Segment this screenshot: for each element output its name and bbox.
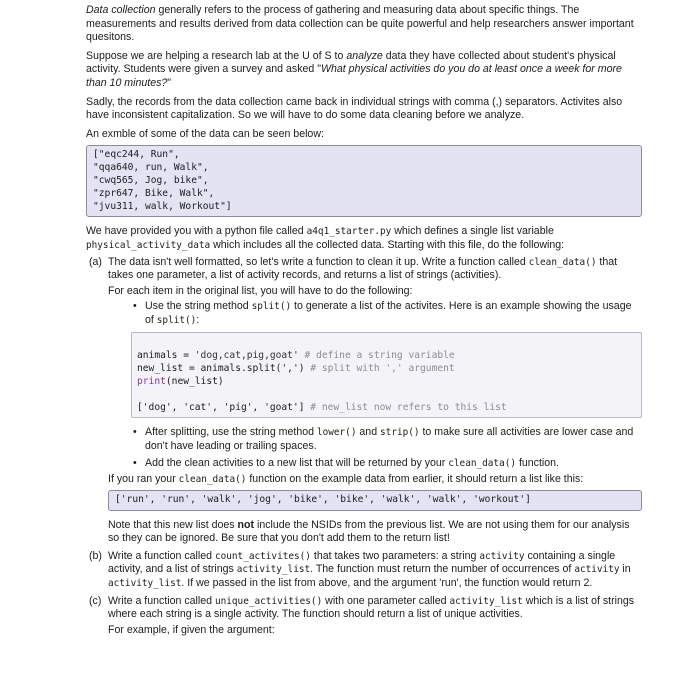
part-c-text-2: with one parameter called [322, 594, 450, 607]
part-c-text-4: For example, if given the argument: [108, 623, 275, 636]
activity-param: activity [479, 550, 525, 562]
survey-question: What physical activities do you do at least once a week for more than 10 minutes? [86, 63, 622, 89]
activity-list-param-2: activity_list [108, 578, 182, 590]
intro-paragraph-4: An exmble of some of the data can be seen below: [86, 127, 324, 140]
bullet-3-text-a: Add the clean activities to a new list that will be returned by your [145, 456, 449, 469]
lower-fn: lower() [316, 427, 357, 439]
intro-text-2c: " [167, 76, 172, 89]
clean-data-fn-3: clean_data() [178, 474, 247, 486]
activity-list-param-3: activity_list [449, 595, 523, 607]
data-collection-term: Data collection [86, 4, 156, 16]
clean-data-fn-2: clean_data() [448, 457, 516, 469]
split-fn: split() [251, 301, 292, 313]
part-b-text-3: containing a single activity, and a list of strings [108, 549, 616, 576]
code-line-2-comment: # split with ',' argument [304, 363, 455, 375]
bullet-add-clean [131, 457, 642, 471]
clean-data-fn: clean_data() [528, 256, 597, 268]
bullet-2-text-b: and [356, 426, 381, 439]
part-a [86, 256, 642, 546]
unique-activities-fn: unique_activities() [214, 595, 323, 607]
bullet-3-text-b: function. [516, 456, 559, 469]
count-activites-fn: count_activites() [214, 550, 311, 562]
nsid-note [108, 519, 642, 546]
note-text-a: Note that this new list does [108, 518, 238, 531]
bullet-lower-strip [131, 426, 642, 453]
document-page [86, 4, 642, 642]
intro-paragraph-2 [86, 50, 642, 91]
part-b-text-5: in [619, 563, 631, 576]
part-c [86, 595, 642, 638]
bullet-1-text-c: : [196, 313, 200, 326]
provided-text-c: which includes all the collected data. Starting with this file, do the following: [210, 238, 565, 251]
part-b-text-4: . The function must return the number of occurrences of [310, 563, 575, 576]
part-c-label: (c) [89, 594, 102, 607]
bullet-1-text-b: to generate a list of the activites. Here is an example showing the usage of [145, 300, 632, 326]
part-b-text-1: Write a function called [108, 549, 215, 562]
part-a-text-1: The data isn't well formatted, so let's write a function to clean it up. Write a function called [108, 255, 529, 268]
part-a-text-3: For each item in the original list, you will have to do the following: [108, 284, 413, 297]
part-b-text-6: . If we passed in the list from above, and the argument 'run', the function would return 2. [181, 577, 593, 590]
intro-text-1: generally refers to the process of gathering and measuring data about specific things. The measurements and results derived from data collection can be quite powerful and help researchers answer important quesitons. [86, 4, 634, 44]
code-output: ['dog', 'cat', 'pig', 'goat'] [137, 402, 305, 414]
expected-result-code-block: ['run', 'run', 'walk', 'jog', 'bike', 'bike', 'walk', 'walk', 'workout'] [108, 490, 642, 511]
part-c-text-1: Write a function called [108, 594, 215, 607]
code-line-1-comment: # define a string variable [298, 350, 455, 362]
activity-param-2: activity [574, 564, 620, 576]
part-c-description [108, 595, 642, 622]
part-a-text-4b: function on the example data from earlier, it should return a list like this: [246, 473, 584, 486]
note-text-b: include the NSIDs from the previous list. We are not using them for our analysis so they can be ignored. Be sure that you don't add them to the return list! [108, 518, 630, 545]
code-line-1-string: 'dog,cat,pig,goat' [194, 350, 299, 362]
split-example-code-block [131, 332, 642, 418]
bullet-1-text-a: Use the string method [145, 300, 252, 313]
bullet-dot-icon: • [133, 456, 137, 469]
code-line-1-var: animals = [137, 350, 195, 362]
starter-file-name: a4q1_starter.py [306, 226, 392, 238]
part-a-text-2: that takes one parameter, a list of activity records, and returns a list of strings (activities). [108, 255, 618, 282]
provided-text-a: We have provided you with a python file called [86, 225, 307, 238]
bullet-dot-icon: • [133, 426, 137, 439]
intro-paragraph-3: Sadly, the records from the data collection came back in individual strings with comma (,) separators. Activites also have inconsistent capitalization. So we will have to do some data cleaning before we analyze. [86, 95, 623, 122]
sample-data-code-block: ["eqc244, Run", "qqa640, run, Walk", "cwq565, Jog, bike", "zpr647, Bike, Walk", "jvu311, walk, Workout"] [86, 145, 642, 217]
split-fn-2: split() [156, 314, 197, 326]
part-a-description [108, 256, 642, 283]
part-b-description [108, 550, 642, 591]
bullet-2-text-a: After splitting, use the string method [145, 426, 317, 439]
code-line-3-rest: (new_list) [165, 376, 224, 388]
part-b-text-2: that takes two parameters: a string [310, 549, 480, 562]
part-a-label: (a) [89, 255, 102, 268]
variable-name: physical_activity_data [86, 239, 211, 251]
code-output-comment: # new_list now refers to this list [304, 402, 507, 414]
part-c-text-3: which is a list of strings where each string is a single activity. The function should return a list of unique activities. [108, 594, 635, 621]
code-line-2-var: new_list = animals.split(',') [137, 363, 305, 375]
bullet-dot-icon: • [133, 300, 137, 313]
provided-text-b: which defines a single list variable [391, 225, 554, 238]
part-b-label: (b) [89, 549, 102, 562]
intro-paragraph-1 [86, 4, 642, 45]
expected-output-intro [108, 473, 642, 487]
part-b [86, 550, 642, 591]
note-bold: not [237, 518, 255, 531]
bullet-split [131, 300, 642, 327]
activity-list-param: activity_list [236, 564, 311, 576]
intro-text-2b: data they have collected about student's physical activity. Students were given a survey and asked " [86, 49, 616, 76]
part-a-text-4a: If you ran your [108, 473, 179, 486]
provided-file-paragraph [86, 225, 642, 252]
analyze-term: analyze [346, 49, 383, 62]
intro-text-2a: Suppose we are helping a research lab at the U of S to [86, 49, 347, 62]
bullet-2-text-c: to make sure all activities are lower case and don't have leading or trailing spaces. [145, 426, 634, 453]
code-line-3-keyword: print [137, 376, 166, 388]
strip-fn: strip() [380, 427, 420, 439]
